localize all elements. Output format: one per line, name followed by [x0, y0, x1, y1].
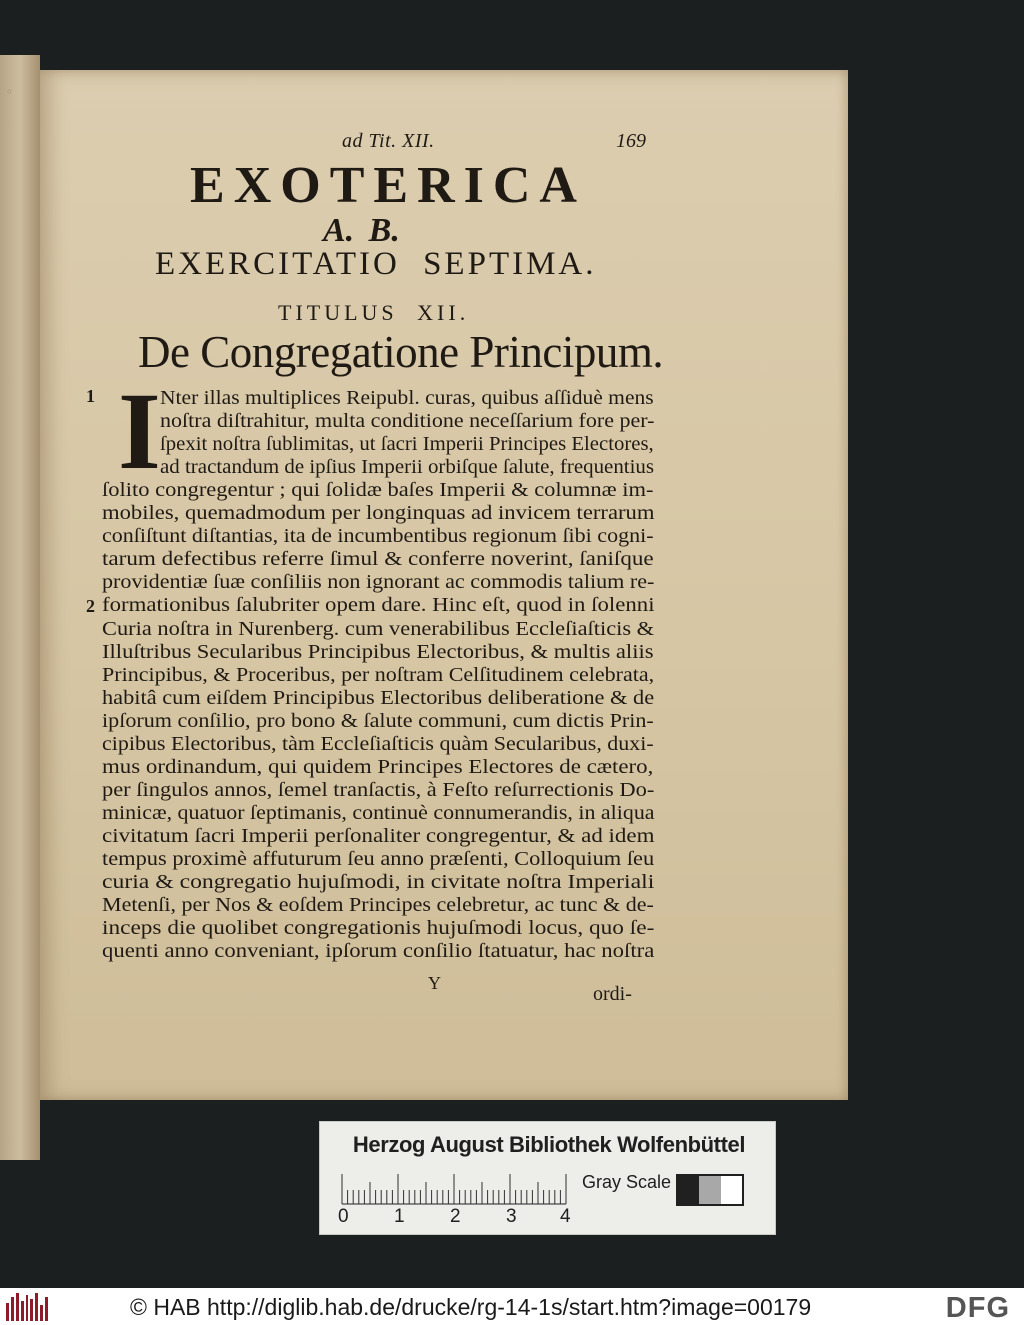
text-line: curia & congregatio hujuſmodi, in civitate noſtra Imperiali [102, 871, 655, 894]
text-line: Illuſtribus Secularibus Principibus Electoribus, & multis aliis [102, 640, 654, 663]
text-line: per ſingulos annos, ſemel tranſactis, à Feſto reſurrectionis Do- [102, 778, 655, 801]
text-line: mobiles, quemadmodum per longinquas ad invicem terrarum [102, 502, 655, 525]
facing-page-edge [0, 55, 40, 1160]
text-line: tempus proximè affuturum ſeu anno præſenti, Colloquium ſeu [102, 848, 655, 870]
ruler-label-1: 1 [394, 1206, 405, 1227]
library-color-card [320, 1122, 775, 1234]
text-line: ſpexit noſtra ſublimitas, ut ſacri Imperii Principes Electores, [160, 433, 654, 456]
hab-barcode-logo-icon [6, 1293, 48, 1321]
logo-bar [35, 1293, 38, 1321]
scale-ruler [338, 1164, 568, 1208]
library-name: Herzog August Bibliothek Wolfenbüttel [352, 1132, 746, 1157]
text-line: quenti anno conveniant, ipſorum conſilio ſtatuatur, hac noſtra [102, 940, 655, 963]
ruler-label-4: 4 [560, 1206, 571, 1227]
running-head: ad Tit. XII. [342, 130, 435, 152]
book-page [40, 70, 848, 1100]
text-line: cipibus Electoribus, tàm Eccleſiaſticis quàm Secularibus, duxi- [102, 732, 654, 755]
text-line: tarum defectibus referre ſimul & conferre noverint, ſaniſque [102, 548, 654, 571]
gray-scale-label: Gray Scale [582, 1172, 672, 1192]
chapter-heading: De Congregatione Principum. [138, 327, 664, 377]
text-line: Curia noſtra in Nurenberg. cum venerabilibus Eccleſiaſticis & [102, 617, 655, 640]
text-line: formationibus ſalubriter opem dare. Hinc eſt, quod in ſolenni [102, 594, 655, 617]
text-line: mus ordinandum, qui quidem Principes Electores de cætero, [102, 755, 654, 778]
ruler-label-3: 3 [506, 1206, 517, 1227]
text-line: noſtra diſtrahitur, multa conditione neceſſarium fore per- [160, 410, 655, 433]
logo-bar [21, 1301, 24, 1321]
text-line: conſiſtunt diſtantias, ita de incumbentibus regionum ſibi cogni- [102, 525, 654, 548]
footer-bar [0, 1288, 1024, 1325]
ruler-label-2: 2 [450, 1206, 461, 1227]
swatch-dark [678, 1176, 699, 1204]
text-line: civitatum ſacri Imperii perſonaliter congregentur, & ad idem [102, 824, 655, 847]
page-number: 169 [616, 130, 646, 152]
logo-bar [11, 1297, 14, 1321]
text-line: ad tractandum de ipſius Imperii orbiſque ſalute, frequentius [160, 456, 655, 479]
title-ab: A. B. [323, 212, 400, 249]
logo-bar [16, 1293, 19, 1321]
logo-bar [30, 1299, 33, 1321]
title-titulus: TITULUS XII. [278, 300, 470, 325]
facing-page-bleed: ◦ [6, 85, 14, 99]
copyright-link[interactable]: © HAB http://diglib.hab.de/drucke/rg-14-1s/start.htm?image=00179 [130, 1294, 812, 1320]
text-line: habitâ cum eiſdem Principibus Electoribus deliberatione & de [102, 686, 655, 709]
text-line: Principibus, & Proceribus, per noſtram Celſitudinem celebrata, [102, 663, 655, 686]
text-line: ipſorum conſilio, pro bono & ſalute communi, cum dictis Prin- [102, 709, 654, 732]
drop-cap: I [118, 370, 161, 492]
ruler-label-0: 0 [338, 1206, 349, 1227]
swatch-light [721, 1176, 742, 1204]
catchword: ordi- [593, 983, 632, 1005]
text-line: Metenſi, per Nos & eoſdem Principes celebretur, ac tunc & de- [102, 894, 654, 917]
logo-bar [6, 1303, 9, 1321]
gray-scale-swatches [676, 1174, 744, 1206]
text-line: providentiæ ſuæ conſiliis non ignorant ac commodis talium re- [102, 571, 655, 594]
text-line: minicæ, quatuor ſeptimanis, continuè connumerandis, in aliqua [102, 801, 655, 824]
text-line: Nter illas multiplices Reipubl. curas, quibus aſſiduè mens [160, 387, 654, 409]
logo-bar [45, 1297, 48, 1321]
signature-mark: Y [428, 973, 441, 993]
logo-bar [40, 1305, 43, 1321]
logo-bar [26, 1295, 29, 1321]
title-exoterica: EXOTERICA [190, 157, 586, 214]
text-line: inceps die quolibet congregationis hujuſmodi locus, quo ſe- [102, 917, 655, 940]
dfg-logo: DFG [945, 1292, 1010, 1324]
text-line: ſolito congregentur ; qui ſolidæ baſes Imperii & columnæ im- [102, 479, 654, 502]
margin-number-2: 2 [86, 596, 95, 616]
swatch-mid [699, 1176, 720, 1204]
title-exercitatio: EXERCITATIO SEPTIMA. [155, 246, 597, 282]
margin-number-1: 1 [86, 386, 95, 406]
